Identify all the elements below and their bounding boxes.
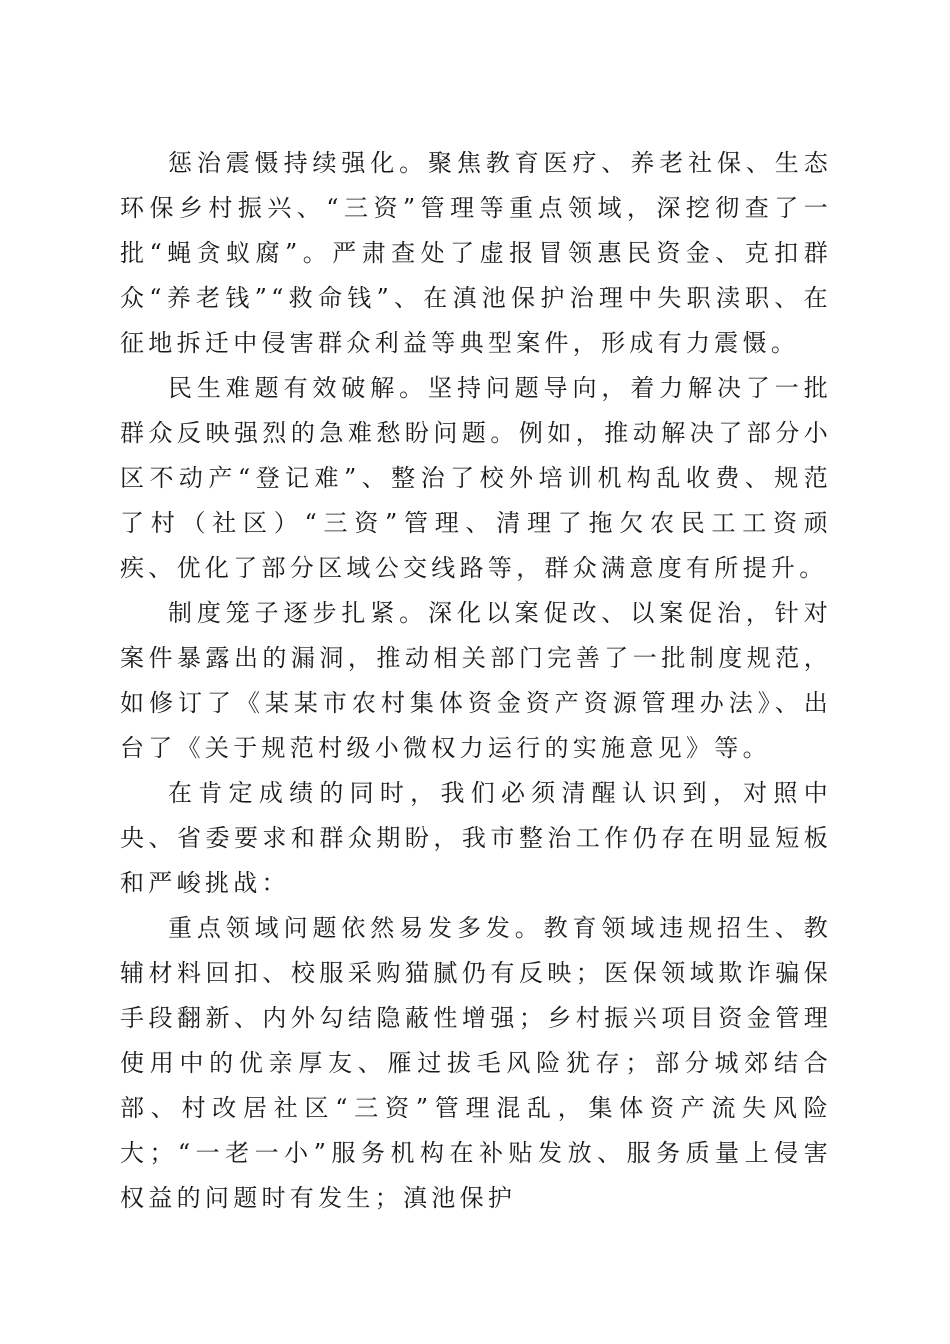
paragraph-institutional-cage: 制度笼子逐步扎紧。深化以案促改、以案促治，针对案件暴露出的漏洞，推动相关部门完善了一批制度规范，如修订了《某某市农村集体资金资产资源管理办法》、出台了《关于规范村级小微权力运行的实施意见》等。 — [120, 599, 832, 762]
paragraph-key-field-problems: 重点领域问题依然易发多发。教育领域违规招生、教辅材料回扣、校服采购猫腻仍有反映；医保领域欺诈骗保手段翻新、内外勾结隐蔽性增强；乡村振兴项目资金管理使用中的优亲厚友、雁过拔毛风险犹存；部分城郊结合部、村改居社区“三资”管理混乱，集体资产流失风险大；“一老一小”服务机构在补贴发放、服务质量上侵害权益的问题时有发生；滇池保护 — [120, 914, 832, 1212]
paragraph-livelihood-problems: 民生难题有效破解。坚持问题导向，着力解决了一批群众反映强烈的急难愁盼问题。例如，推动解决了部分小区不动产“登记难”、整治了校外培训机构乱收费、规范了村（社区）“三资”管理、清理了拖欠农民工工资顽疾、优化了部分区域公交线路等，群众满意度有所提升。 — [120, 374, 832, 582]
paragraph-shortcomings-intro: 在肯定成绩的同时，我们必须清醒认识到，对照中央、省委要求和群众期盼，我市整治工作仍存在明显短板和严峻挑战： — [120, 779, 832, 897]
document-body — [120, 141, 832, 1221]
paragraph-punishment-deterrence: 惩治震慑持续强化。聚焦教育医疗、养老社保、生态环保乡村振兴、“三资”管理等重点领域，深挖彻查了一批“蝇贪蚁腐”。严肃查处了虚报冒领惠民资金、克扣群众“养老钱”“救命钱”、在滇池保护治理中失职渎职、在征地拆迁中侵害群众利益等典型案件，形成有力震慑。 — [120, 149, 832, 357]
